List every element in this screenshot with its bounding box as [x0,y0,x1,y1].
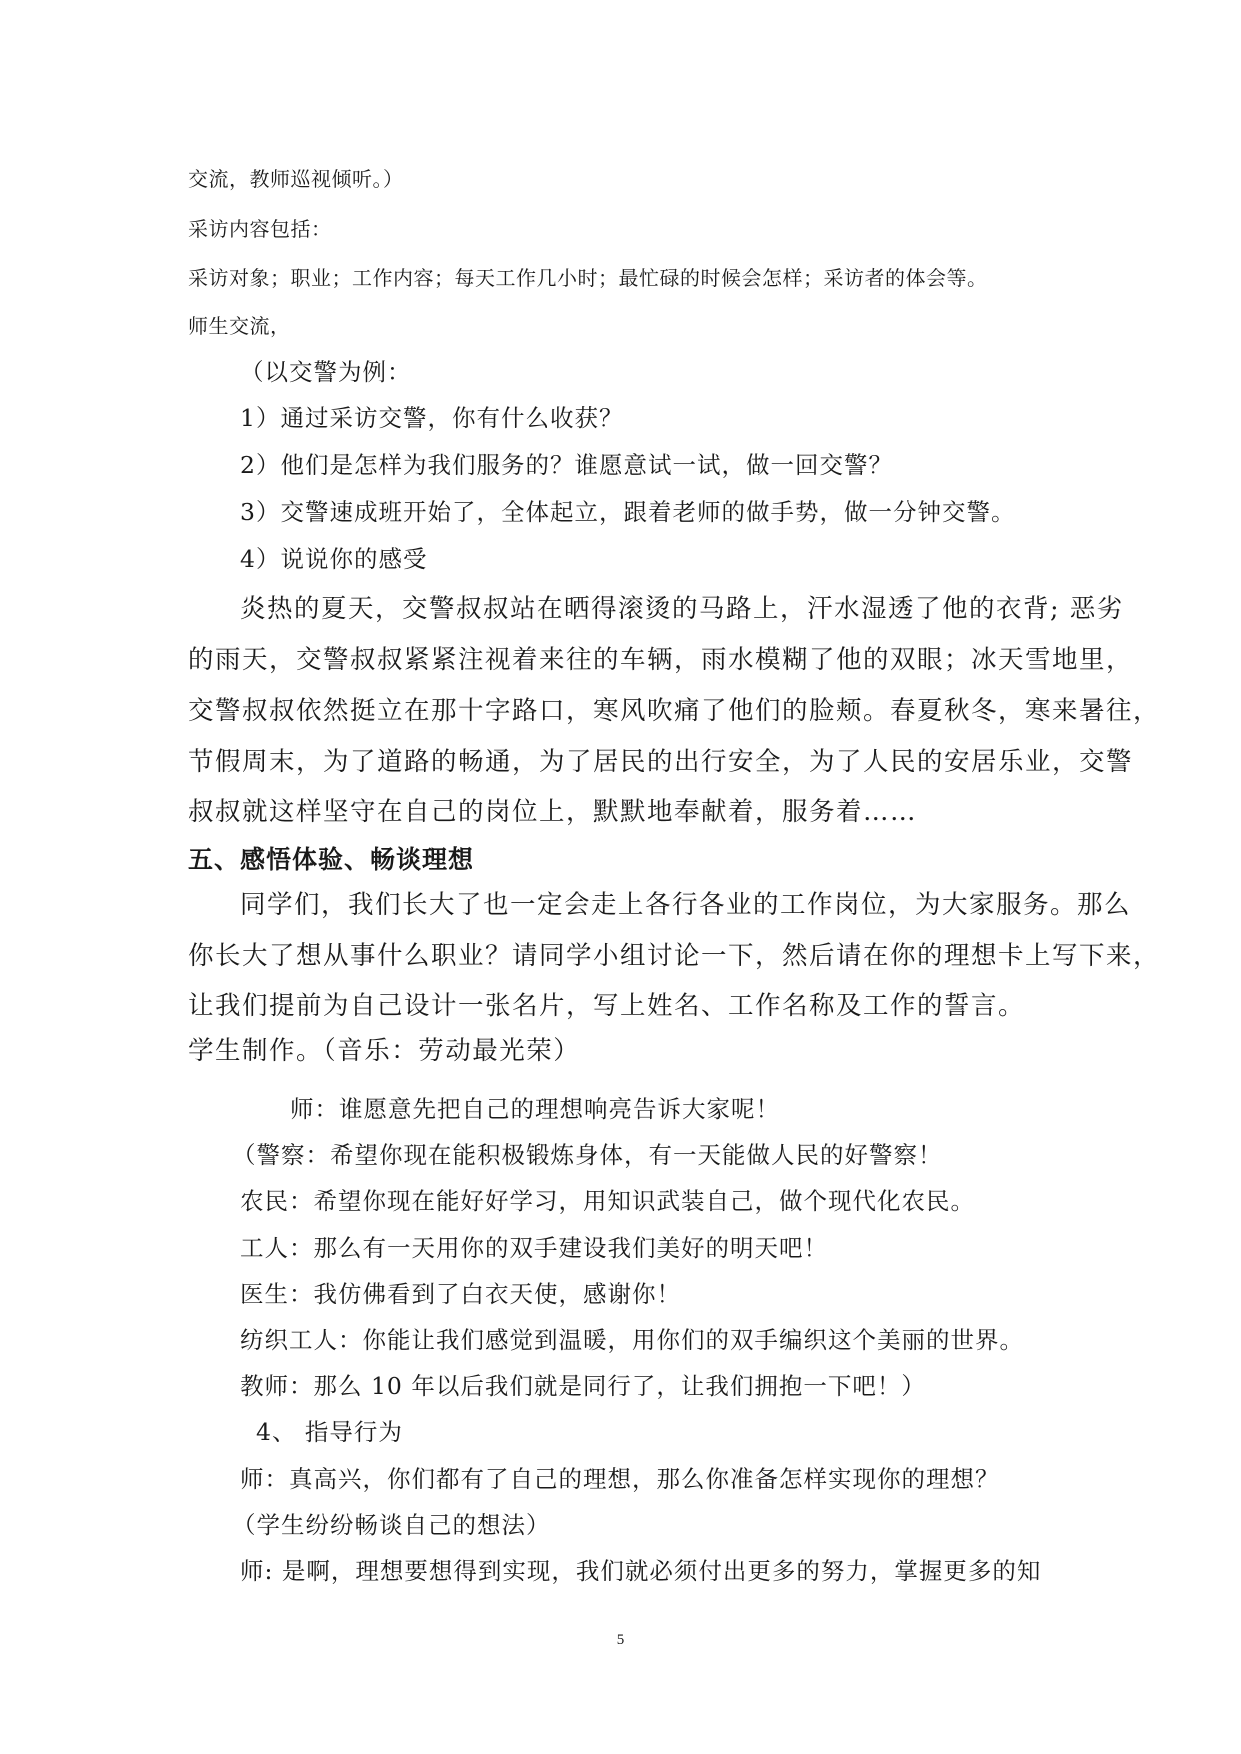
text-line: 采访内容包括： [188,217,332,241]
dialogue-line: 师: 是啊，理想要想得到实现，我们就必须付出更多的努力，掌握更多的知 [240,1557,1042,1585]
dialogue-line: 师：真高兴，你们都有了自己的理想，那么你准备怎样实现你的理想？ [240,1465,1000,1493]
page-number: 5 [616,1632,625,1648]
dialogue-line: 纺织工人：你能让我们感觉到温暖，用你们的双手编织这个美丽的世界。 [240,1326,1024,1354]
paragraph-line: 让我们提前为自己设计一张名片，写上姓名、工作名称及工作的誓言。 [188,991,1026,1021]
dialogue-line: 医生：我仿佛看到了白衣天使，感谢你！ [240,1280,681,1308]
paragraph-line: 同学们，我们长大了也一定会走上各行各业的工作岗位，为大家服务。那么 [240,890,1132,920]
paragraph-line: 你长大了想从事什么职业？请同学小组讨论一下，然后请在你的理想卡上写下来， [188,941,1161,971]
paragraph-line: 交警叔叔依然挺立在那十字路口，寒风吹痛了他们的脸颊。春夏秋冬，寒来暑往， [188,696,1161,726]
text-line: 师生交流， [188,314,291,338]
dialogue-line: 教师：那么 10 年以后我们就是同行了，让我们拥抱一下吧！） [240,1372,926,1400]
list-item: 2）他们是怎样为我们服务的？谁愿意试一试，做一回交警？ [240,451,893,479]
text-line: 采访对象；职业；工作内容；每天工作几小时；最忙碌的时候会怎样；采访者的体会等。 [188,266,988,290]
dialogue-line: （学生纷纷畅谈自己的想法） [232,1511,551,1539]
paragraph-line: 学生制作。（音乐：劳动最光荣） [188,1036,581,1066]
section-heading: 五、感悟体验、畅谈理想 [188,845,475,874]
dialogue-line: （警察：希望你现在能积极锻炼身体，有一天能做人民的好警察！ [232,1141,943,1169]
paragraph-line: 叔叔就这样坚守在自己的岗位上，默默地奉献着，服务着…… [188,797,918,827]
dialogue-line: 农民：希望你现在能好好学习，用知识武装自己，做个现代化农民。 [240,1187,975,1215]
list-item: 4、 指导行为 [256,1418,403,1446]
list-item: 3）交警速成班开始了，全体起立，跟着老师的做手势，做一分钟交警。 [240,498,1016,526]
dialogue-line: 工人：那么有一天用你的双手建设我们美好的明天吧！ [240,1234,828,1262]
text-line: （以交警为例： [240,358,412,386]
dialogue-line: 师：谁愿意先把自己的理想响亮告诉大家呢！ [290,1095,780,1123]
paragraph-line: 的雨天，交警叔叔紧紧注视着来往的车辆，雨水模糊了他的双眼；冰天雪地里， [188,645,1134,675]
text-line: 交流，教师巡视倾听。） [188,167,404,191]
paragraph-line: 节假周末，为了道路的畅通，为了居民的出行安全，为了人民的安居乐业，交警 [188,747,1134,777]
list-item: 1）通过采访交警，你有什么收获？ [240,404,624,432]
list-item: 4）说说你的感受 [240,545,428,573]
paragraph-line: 炎热的夏天，交警叔叔站在晒得滚烫的马路上，汗水湿透了他的衣背; 恶劣 [240,594,1124,624]
